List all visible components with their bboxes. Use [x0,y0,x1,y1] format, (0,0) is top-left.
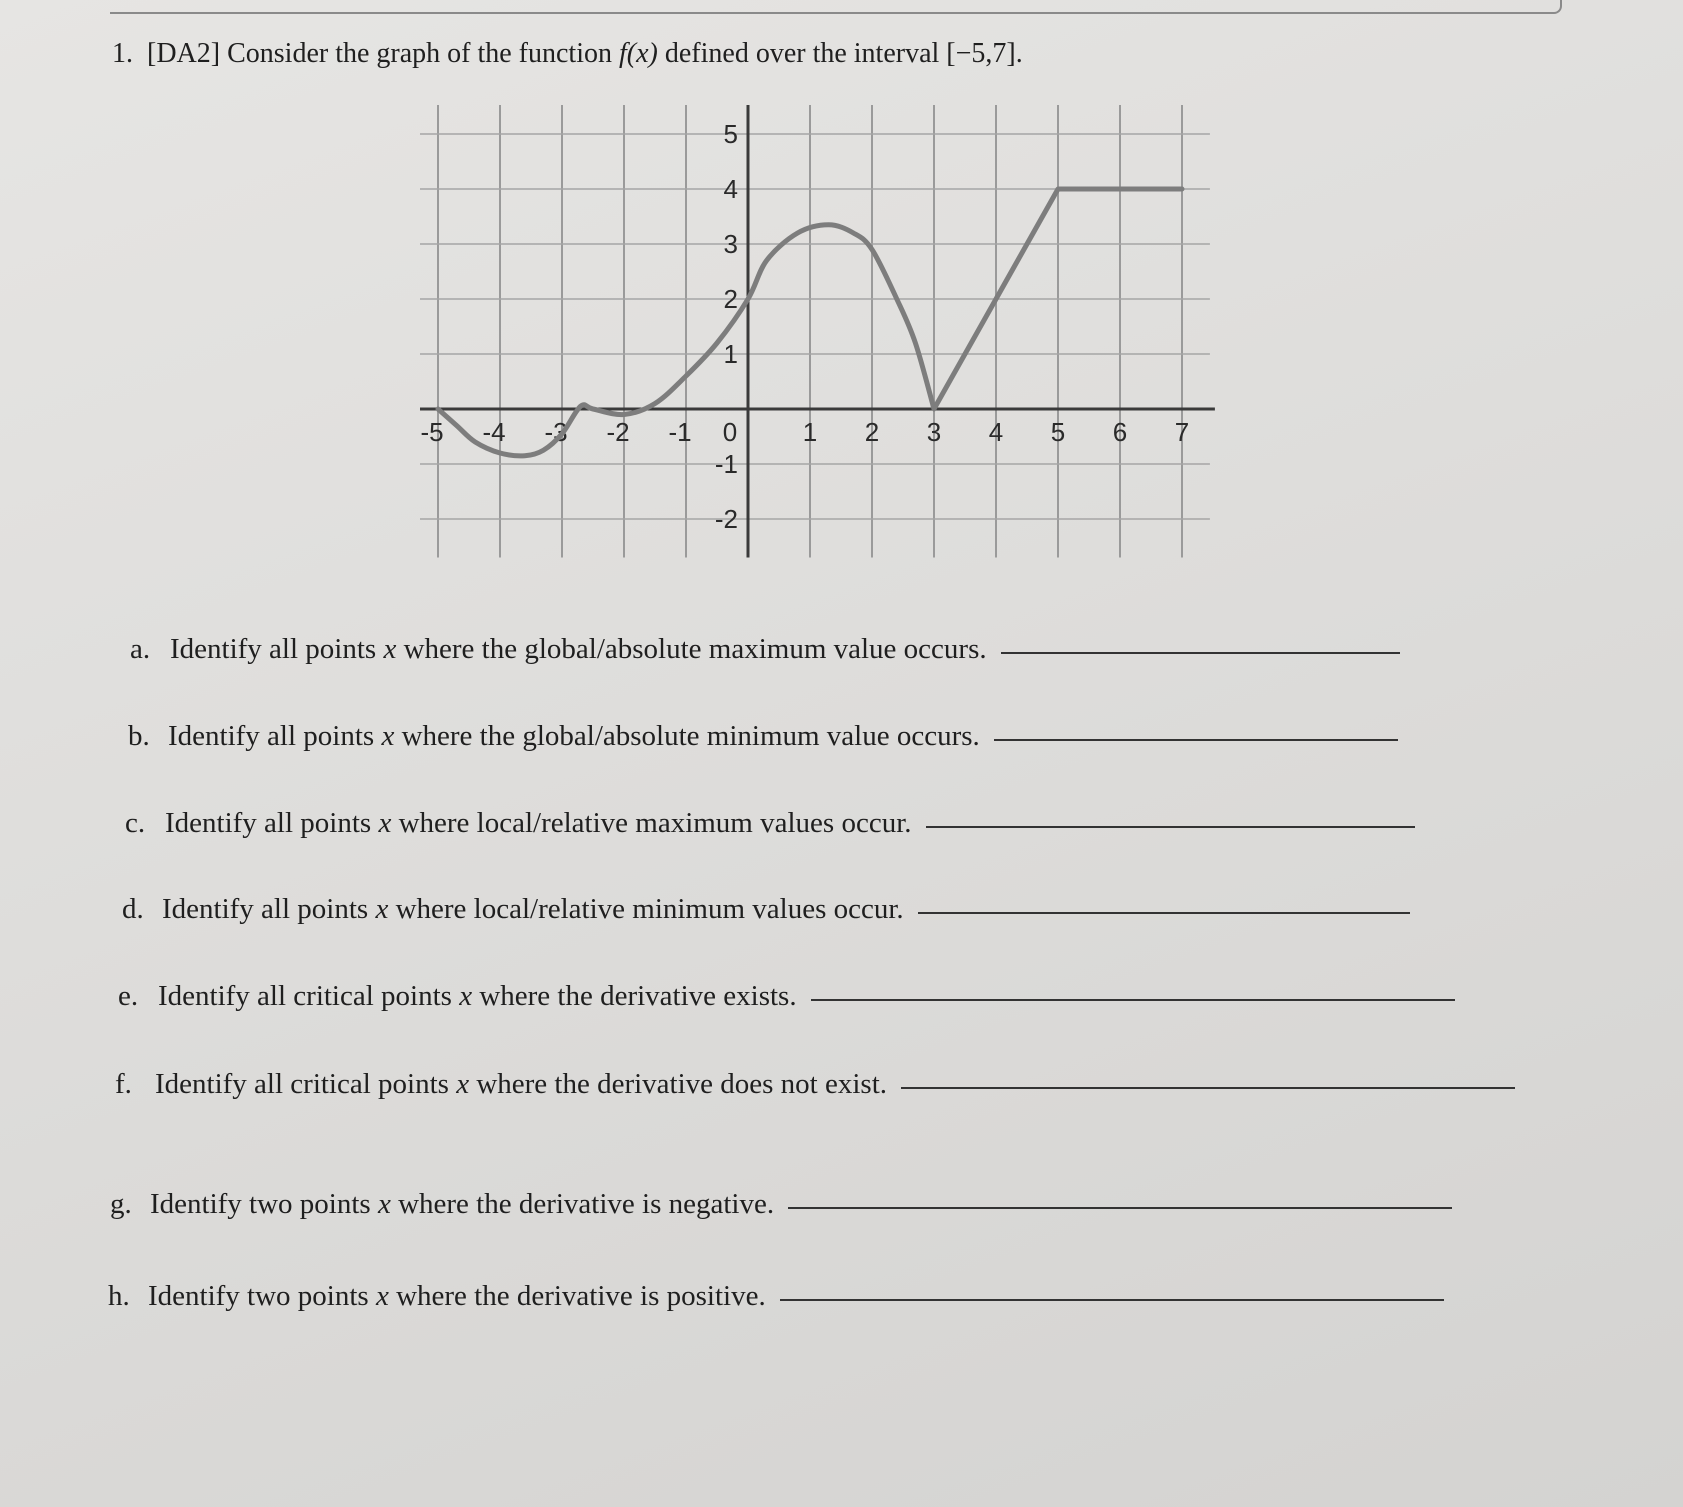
part-letter: c. [125,807,146,839]
answer-field-d[interactable] [918,909,1410,914]
part-letter: e. [118,980,139,1012]
part-text: Identify all points x where the global/absolute minimum value occurs. [168,720,980,752]
part-e [118,980,1455,1013]
answer-field-b[interactable] [994,736,1398,741]
x-tick-label: 5 [1050,417,1066,447]
y-tick-label: -1 [714,449,738,479]
part-letter: b. [128,720,150,752]
x-tick-label: 0 [722,417,738,447]
y-tick-label: 2 [723,284,738,314]
answer-field-g[interactable] [788,1204,1452,1209]
part-g [110,1188,1452,1221]
part-a [130,633,1400,666]
part-text: Identify two points x where the derivative is negative. [150,1188,775,1220]
question-header [112,38,1023,70]
function-graph [420,105,1320,605]
part-d [122,893,1410,926]
x-tick-label: -2 [606,417,630,447]
part-text: Identify all critical points x where the derivative exists. [158,980,797,1012]
part-f [115,1068,1515,1101]
part-letter: f. [115,1068,132,1100]
question-text-end: defined over the interval [−5,7]. [657,38,1023,69]
grid-lines [420,105,1210,558]
part-text: Identify all points x where the global/absolute maximum value occurs. [170,633,987,665]
x-tick-label: 3 [926,417,942,447]
part-text: Identify all points x where local/relative minimum values occur. [162,893,904,925]
answer-field-a[interactable] [1001,649,1400,654]
part-letter: d. [122,893,144,925]
question-text-start: [DA2] Consider the graph of the function [147,38,619,69]
part-h [108,1280,1444,1313]
part-text: Identify all points x where local/relative maximum values occur. [165,807,912,839]
x-tick-label: -4 [482,417,506,447]
x-tick-label: -1 [668,417,692,447]
x-tick-label: 4 [988,417,1004,447]
x-tick-label: -5 [420,417,444,447]
part-b [128,720,1398,753]
part-letter: h. [108,1280,130,1312]
y-tick-label: 4 [723,174,738,204]
answer-field-h[interactable] [780,1296,1444,1301]
y-tick-label: 3 [723,229,738,259]
part-text: Identify two points x where the derivative is positive. [148,1280,766,1312]
part-letter: a. [130,633,151,665]
part-text: Identify all critical points x where the derivative does not exist. [155,1068,888,1100]
x-tick-label: 7 [1174,417,1190,447]
answer-field-c[interactable] [926,823,1415,828]
answer-field-f[interactable] [901,1084,1515,1089]
question-number: 1. [112,38,133,69]
y-tick-label: 5 [723,119,738,149]
answer-field-e[interactable] [811,996,1455,1001]
tick-labels [420,119,1189,534]
function-name: f(x) [619,38,658,69]
x-tick-label: 6 [1112,417,1128,447]
part-letter: g. [110,1188,132,1220]
y-tick-label: 1 [723,339,738,369]
axes [420,105,1215,558]
y-tick-label: -2 [714,504,738,534]
x-tick-label: -3 [544,417,568,447]
page-border [110,0,1562,14]
x-tick-label: 2 [864,417,880,447]
part-c [125,807,1415,840]
x-tick-label: 1 [802,417,818,447]
